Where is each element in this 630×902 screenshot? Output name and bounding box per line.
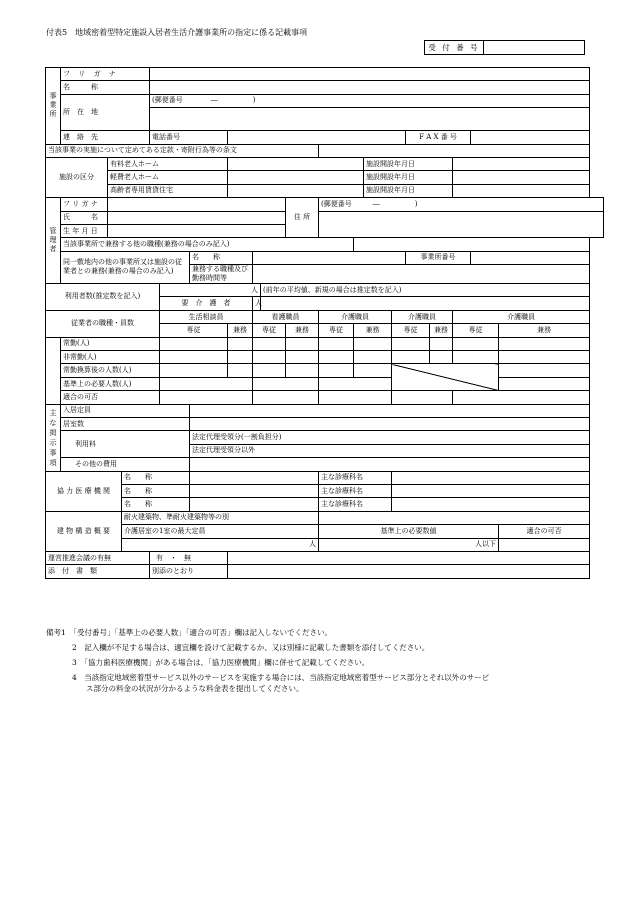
office-contact-label: 連 絡 先: [61, 131, 150, 144]
staff-job-1: 生活相談員: [160, 310, 253, 323]
staff-cell[interactable]: [160, 351, 228, 364]
staff-cell[interactable]: [453, 391, 590, 404]
staff-full-1: 専従: [160, 324, 228, 337]
care-recipients-unit: 人: [255, 299, 263, 308]
manager-name-label: 氏 名: [61, 211, 108, 224]
meeting-value[interactable]: 有 ・ 無: [150, 551, 228, 564]
building-compliance-label: 適合の可否: [499, 525, 590, 538]
remark-4-continued: ス部分の料金の状況が分かるような料金表を提出してください。: [86, 684, 304, 693]
staff-full-4: 専従: [392, 324, 430, 337]
manager-furigana-label: フ リ ガ ナ: [61, 198, 108, 211]
facility-type-2: 軽費老人ホーム: [108, 171, 228, 184]
display-other-field[interactable]: [190, 458, 590, 471]
manager-other-office-name-field[interactable]: [253, 251, 406, 264]
display-capacity-label: 入居定員: [61, 404, 190, 417]
attachments-label: 添 付 書 類: [46, 565, 150, 578]
office-furigana-label: フ リ ガ ナ: [61, 68, 150, 81]
staff-full-5: 専従: [453, 324, 499, 337]
attachments-blank: [228, 565, 590, 578]
staff-cell[interactable]: [354, 351, 392, 364]
staff-job-5: 介護職員: [453, 310, 590, 323]
staff-cell[interactable]: [160, 377, 253, 390]
regulation-label: 当該事業の実施について定めてある定款・寄附行為等の条文: [46, 144, 319, 157]
display-rooms-field[interactable]: [190, 417, 590, 430]
medical-name-label-2: 名 称: [122, 484, 190, 497]
staff-row-parttime: 非常勤(人): [61, 351, 160, 364]
manager-postal[interactable]: (郵便番号 ― ): [319, 198, 604, 211]
facility-type-label: 施設の区分: [46, 157, 108, 197]
office-address-field[interactable]: [150, 108, 590, 131]
staff-part-4: 兼務: [430, 324, 453, 337]
facility-opening-date-field-2[interactable]: [453, 171, 590, 184]
registration-form-table: [45, 67, 604, 579]
staff-cell[interactable]: [253, 364, 286, 377]
staff-cell[interactable]: [499, 364, 590, 377]
remark-1: 備考1 「受付番号」「基準上の必要人数」「適合の可否」欄は記入しないでください。: [46, 628, 333, 637]
staff-job-3: 介護職員: [319, 310, 392, 323]
facility-type-1: 有料老人ホーム: [108, 157, 228, 170]
remark-3: 3 「協力歯科医療機関」がある場合は、「協力医療機関」欄に併せて記載してください。: [72, 658, 370, 667]
care-recipients-blank: [261, 297, 590, 310]
office-phone-field[interactable]: [228, 131, 406, 144]
staff-cell[interactable]: [160, 391, 253, 404]
staff-row-required: 基準上の必要人数(人): [61, 377, 160, 390]
meeting-blank: [228, 551, 590, 564]
facility-opening-date-label-3: 施設開設年月日: [364, 184, 453, 197]
users-count-note: (前年の平均値、新規の場合は推定数を記入): [261, 284, 590, 297]
staff-row-fulltime: 常勤(人): [61, 337, 160, 350]
staff-cell[interactable]: [499, 377, 590, 390]
office-postal[interactable]: (郵便番号 ― ): [150, 94, 590, 107]
building-max-room-field[interactable]: [122, 538, 319, 551]
staff-cell[interactable]: [453, 337, 499, 350]
staff-full-3: 専従: [319, 324, 354, 337]
staff-cell[interactable]: [228, 351, 253, 364]
staff-cell[interactable]: [160, 364, 228, 377]
building-fireproof-field[interactable]: [319, 511, 590, 524]
building-label: 建 物 構 造 概 要: [46, 511, 122, 551]
staff-cell[interactable]: [286, 364, 319, 377]
display-rooms-label: 居室数: [61, 417, 190, 430]
display-side-text: 主 な 掲 示 事 項: [49, 408, 57, 467]
staff-part-3: 兼務: [354, 324, 392, 337]
facility-type-1-field[interactable]: [228, 157, 364, 170]
staff-cell[interactable]: [253, 351, 286, 364]
remark-4: 4 当該指定地域密着型サービス以外のサービスを実施する場合には、当該指定地域密着型サービス部分とそれ以外のサービ: [72, 673, 490, 682]
meeting-label: 運営推進会議の有無: [46, 551, 150, 564]
building-fireproof-label: 耐火建築物、準耐火建築物等の別: [122, 511, 319, 524]
office-name-label: 名 称: [61, 81, 150, 94]
display-other-label: その他の費用: [61, 458, 190, 471]
manager-address-label: 住 所: [286, 198, 319, 238]
medical-dept-label-2: 主な診療科名: [319, 484, 392, 497]
manager-address-field[interactable]: [319, 211, 604, 238]
display-fee-label: 利用料: [61, 431, 190, 458]
display-side-label: [46, 404, 61, 471]
medical-name-label-1: 名 称: [122, 471, 190, 484]
building-compliance-field[interactable]: [499, 538, 590, 551]
display-capacity-field[interactable]: [190, 404, 590, 417]
manager-other-office-label: 同一敷地内の他の事業所又は施設の従業者との兼務(兼務の場合のみ記入): [61, 251, 190, 283]
medical-dept-label-1: 主な診療科名: [319, 471, 392, 484]
building-max-room-label: 介護居室の1室の最大定員: [122, 525, 319, 538]
remark-2: 2 記入欄が不足する場合は、適宜欄を設けて記載するか、又は別様に記載した書類を添付してください。: [72, 643, 430, 652]
medical-name-field-1[interactable]: [190, 471, 319, 484]
building-standard-label: 基準上の必要数値: [319, 525, 499, 538]
staff-cell[interactable]: [392, 337, 430, 350]
staff-cell[interactable]: [253, 377, 319, 390]
staff-job-2: 看護職員: [253, 310, 319, 323]
office-furigana-field[interactable]: [150, 68, 590, 81]
manager-concurrent-role-field[interactable]: [354, 238, 590, 251]
staff-cell[interactable]: [286, 337, 319, 350]
building-max-room-unit: 人: [309, 540, 317, 549]
staff-cell[interactable]: [354, 364, 392, 377]
users-count-label: 利用者数(推定数を記入): [46, 284, 160, 311]
medical-dept-field-3[interactable]: [392, 498, 590, 511]
receipt-number-field[interactable]: [484, 41, 584, 54]
manager-office-number-label: 事業所番号: [406, 251, 471, 264]
staff-diagonal-cell: [392, 364, 499, 391]
facility-type-3: 高齢者専用賃貸住宅: [108, 184, 228, 197]
manager-office-number-field[interactable]: [471, 251, 590, 264]
medical-name-label-3: 名 称: [122, 498, 190, 511]
staff-cell[interactable]: [160, 337, 228, 350]
manager-dob-field[interactable]: [108, 224, 286, 237]
staff-cell[interactable]: [392, 391, 453, 404]
facility-type-2-field[interactable]: [228, 171, 364, 184]
display-fee-b-label: 法定代理受領分以外: [190, 444, 590, 457]
staff-row-converted: 常勤換算後の人数(人): [61, 364, 160, 377]
facility-opening-date-field-1[interactable]: [453, 157, 590, 170]
manager-concurrent-role-label: 当該事業所で兼務する他の職種(兼務の場合のみ記入): [61, 238, 354, 251]
users-count-unit: 人: [251, 285, 259, 294]
facility-opening-date-label-2: 施設開設年月日: [364, 171, 453, 184]
staff-part-1: 兼務: [228, 324, 253, 337]
staff-part-2: 兼務: [286, 324, 319, 337]
building-standard-unit: 人以下: [475, 540, 497, 549]
manager-dob-label: 生 年 月 日: [61, 224, 108, 237]
medical-dept-label-3: 主な診療科名: [319, 498, 392, 511]
office-name-field[interactable]: [150, 81, 590, 94]
office-side-text: 事 業 所: [49, 92, 57, 119]
staff-cell[interactable]: [319, 364, 354, 377]
staff-cell[interactable]: [430, 337, 453, 350]
staff-row-compliance: 適合の可否: [61, 391, 160, 404]
medical-name-field-3[interactable]: [190, 498, 319, 511]
staff-cell[interactable]: [354, 337, 392, 350]
staff-cell[interactable]: [392, 351, 430, 364]
staff-cell[interactable]: [319, 377, 392, 390]
medical-label: 協 力 医 療 機 関: [46, 471, 122, 511]
receipt-number-label: 受 付 番 号: [425, 41, 484, 54]
manager-concurrent-job-label: 兼務する職種及び勤務時間等: [190, 265, 253, 284]
staff-cell[interactable]: [286, 351, 319, 364]
building-standard-field: [319, 538, 499, 551]
manager-other-office-name-label: 名 称: [190, 251, 253, 264]
staff-cell[interactable]: [319, 391, 392, 404]
staff-label: 従業者の職種・員数: [46, 310, 160, 337]
staff-full-2: 専従: [253, 324, 286, 337]
staff-cell[interactable]: [430, 351, 453, 364]
staff-cell[interactable]: [228, 364, 253, 377]
manager-side-text: 管 理 者: [49, 227, 57, 254]
staff-part-5: 兼務: [499, 324, 590, 337]
staff-cell[interactable]: [253, 337, 286, 350]
users-count-field[interactable]: [160, 284, 261, 297]
medical-name-field-2[interactable]: [190, 484, 319, 497]
staff-indent: [46, 337, 61, 404]
receipt-number-box: [424, 40, 585, 55]
manager-furigana-field[interactable]: [108, 198, 286, 211]
facility-type-3-field[interactable]: [228, 184, 364, 197]
facility-opening-date-field-3[interactable]: [453, 184, 590, 197]
facility-opening-date-label-1: 施設開設年月日: [364, 157, 453, 170]
office-phone-label: 電話番号: [150, 131, 228, 144]
staff-cell[interactable]: [453, 351, 499, 364]
staff-cell[interactable]: [319, 351, 354, 364]
care-recipients-field[interactable]: [253, 297, 261, 310]
medical-dept-field-2[interactable]: [392, 484, 590, 497]
form-title: 付表5 地域密着型特定施設入居者生活介護事業所の指定に係る記載事項: [46, 28, 308, 37]
office-fax-field[interactable]: [471, 131, 590, 144]
staff-cell[interactable]: [319, 337, 354, 350]
manager-side-label: [46, 198, 61, 284]
regulation-field[interactable]: [319, 144, 590, 157]
medical-dept-field-1[interactable]: [392, 471, 590, 484]
staff-job-4: 介護職員: [392, 310, 453, 323]
staff-cell[interactable]: [499, 351, 590, 364]
remarks: [46, 625, 606, 696]
care-recipients-label: 要 介 護 者: [160, 297, 253, 310]
staff-cell[interactable]: [228, 337, 253, 350]
office-side-label: [46, 68, 61, 145]
office-address-label: 所 在 地: [61, 94, 150, 130]
manager-name-field[interactable]: [108, 211, 286, 224]
staff-cell[interactable]: [253, 391, 319, 404]
attachments-value: 別添のとおり: [150, 565, 228, 578]
office-fax-label: F A X 番 号: [406, 131, 471, 144]
display-fee-a-label: 法定代理受領分(一割負担分): [190, 431, 590, 444]
manager-concurrent-job-field[interactable]: [253, 265, 590, 284]
staff-cell[interactable]: [499, 337, 590, 350]
